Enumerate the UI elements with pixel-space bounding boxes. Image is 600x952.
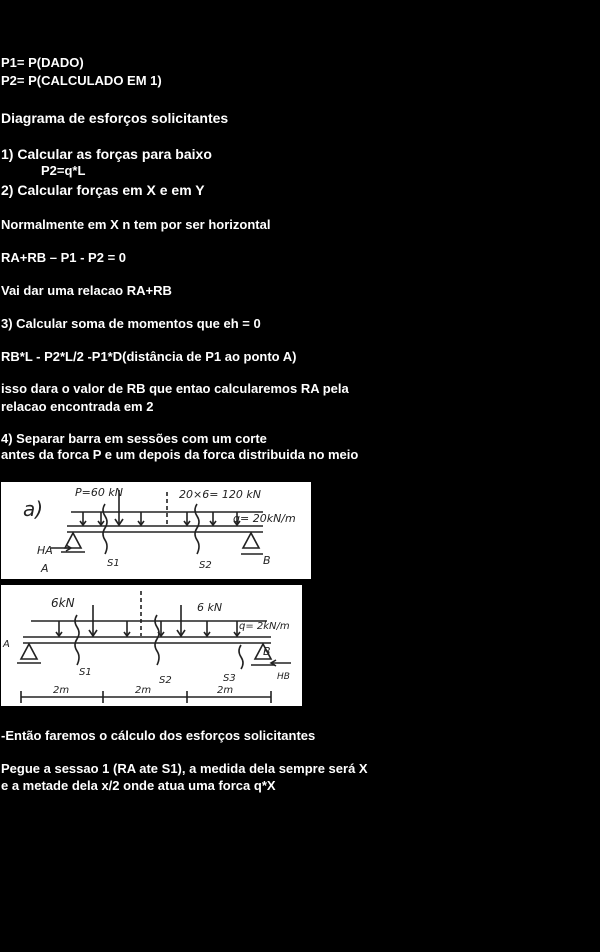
sketch2-d3-label: 2m <box>217 685 234 696</box>
sketch2-s3-label: S3 <box>223 673 236 684</box>
sketch2-p2-label: 6 kN <box>197 601 223 614</box>
text-line-section1-half: e a metade dela x/2 onde atua uma forca q*X <box>1 778 276 793</box>
text-line-step3: 3) Calcular soma de momentos que eh = 0 <box>1 316 261 331</box>
text-line-relation-2: relacao encontrada em 2 <box>1 399 154 414</box>
text-line-step2: 2) Calcular forças em X e em Y <box>1 182 205 198</box>
beam-sketch-2 <box>1 585 302 706</box>
sketch2-d1-label: 2m <box>53 685 70 696</box>
sketch2-hb-label: HB <box>277 672 290 682</box>
text-line-force-equation: RA+RB – P1 - P2 = 0 <box>1 250 126 265</box>
sketch2-a-label: A <box>3 639 10 650</box>
text-line-p2: P2= P(CALCULADO EM 1) <box>1 73 162 88</box>
sketch2-d2-label: 2m <box>135 685 152 696</box>
text-line-next-step: -Então faremos o cálculo dos esforços solicitantes <box>1 728 316 743</box>
sketch1-label-a: a) <box>23 497 44 521</box>
sketch1-s1-label: S1 <box>107 558 120 569</box>
sketch2-s1-label: S1 <box>79 667 92 678</box>
sketch2-p1-label: 6kN <box>51 596 75 610</box>
beam-sketch-1 <box>1 482 311 579</box>
sketch2-b-label: B <box>263 645 271 658</box>
text-line-relation: Vai dar uma relacao RA+RB <box>1 283 172 298</box>
text-line-p1: P1= P(DADO) <box>1 55 84 70</box>
sketch1-q-label: q= 20kN/m <box>233 512 296 525</box>
sketch1-s2-label: S2 <box>199 560 212 571</box>
sketch2-s2-label: S2 <box>159 675 172 686</box>
text-line-cut-note: antes da forca P e um depois da forca distribuida no meio <box>1 447 359 462</box>
sketch1-total-label: 20×6= 120 kN <box>179 488 262 501</box>
sketch1-p-label: P=60 kN <box>75 486 123 499</box>
sketch2-q-label: q= 2kN/m <box>239 621 290 632</box>
text-line-horizontal-note: Normalmente em X n tem por ser horizontal <box>1 217 271 232</box>
sketch1-ha-label: HA <box>37 544 53 557</box>
text-line-step4: 4) Separar barra em sessões com um corte <box>1 431 267 446</box>
text-line-heading: Diagrama de esforços solicitantes <box>1 110 229 126</box>
sketch1-a-label: A <box>41 562 49 575</box>
text-line-step1: 1) Calcular as forças para baixo <box>1 146 212 162</box>
sketch1-b-label: B <box>263 554 271 567</box>
text-line-section1: Pegue a sessao 1 (RA ate S1), a medida dela sempre será X <box>1 761 368 776</box>
text-line-p2-formula: P2=q*L <box>41 163 86 178</box>
text-line-moment-equation: RB*L - P2*L/2 -P1*D(distância de P1 ao ponto A) <box>1 349 297 364</box>
text-line-rb-value: isso dara o valor de RB que entao calcularemos RA pela <box>1 381 349 396</box>
